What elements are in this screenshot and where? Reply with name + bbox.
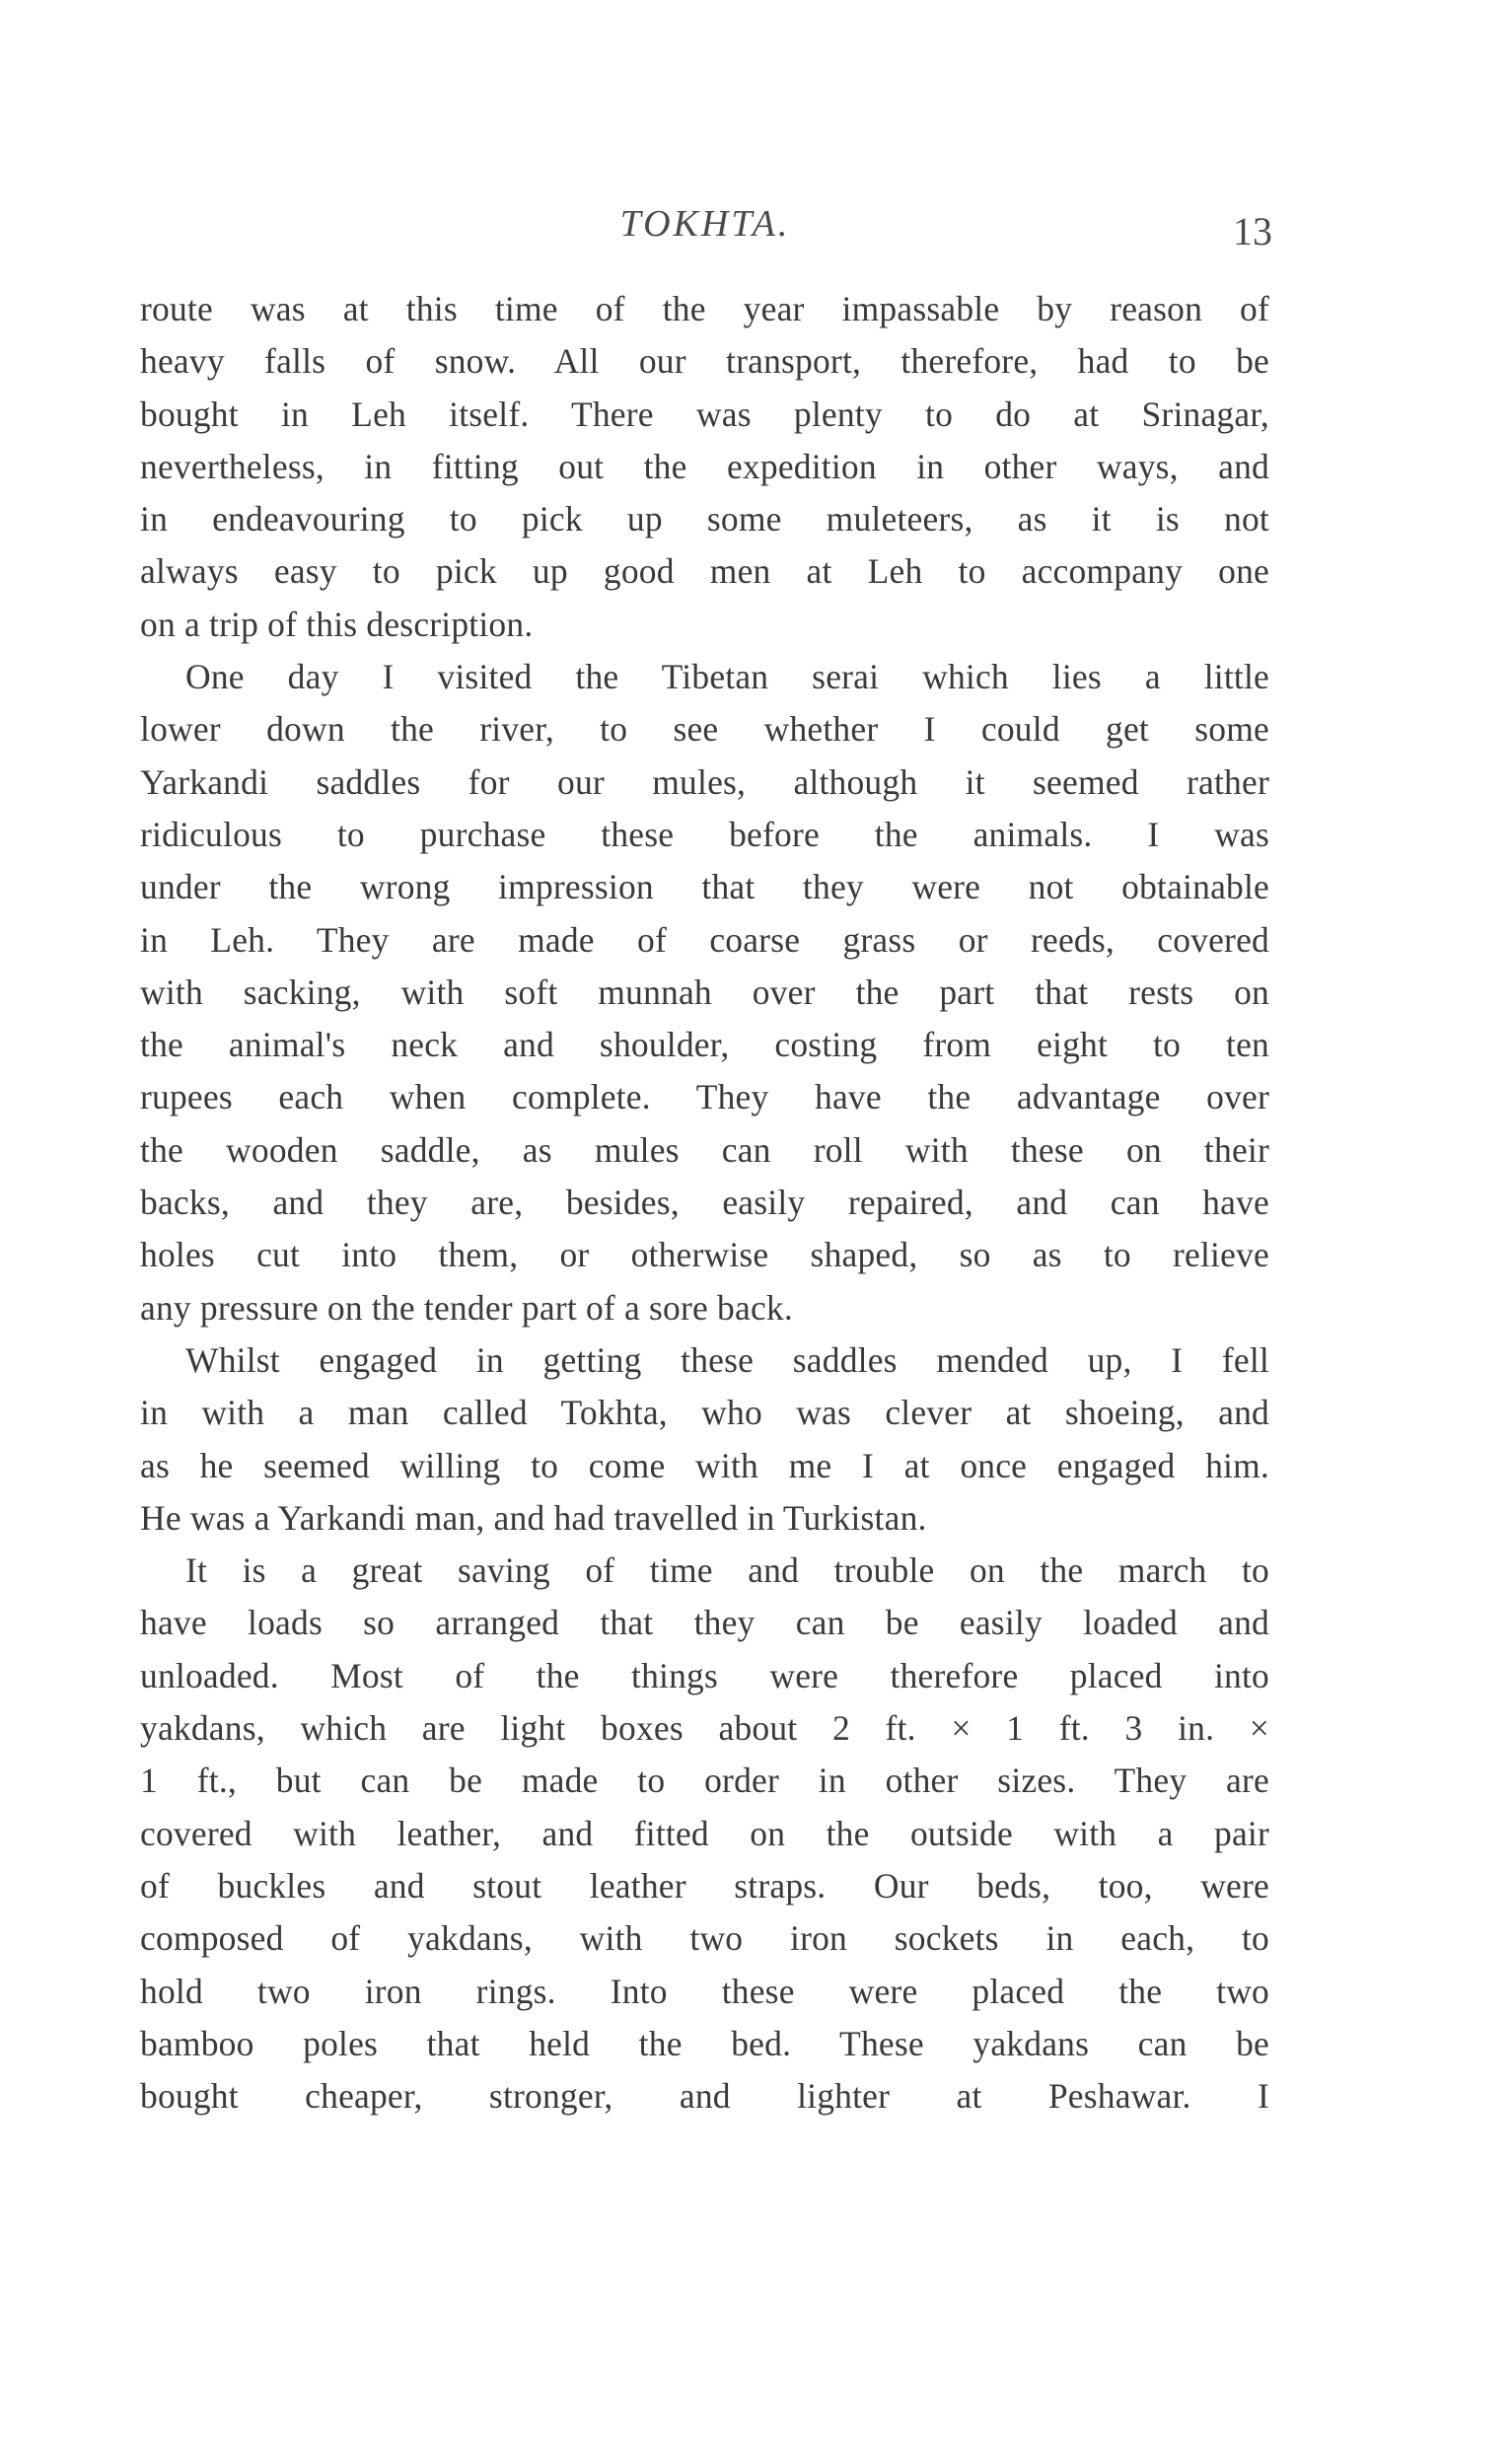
text-line: bought in Leh itself. There was plenty to do at Srinagar,	[140, 394, 1269, 434]
text-line: with sacking, with soft munnah over the part that rests on	[140, 972, 1269, 1012]
text-line: always easy to pick up good men at Leh to accompany one	[140, 551, 1269, 592]
text-line: the animal's neck and shoulder, costing from eight to ten	[140, 1025, 1269, 1065]
text-line: route was at this time of the year impassable by reason of	[140, 289, 1269, 328]
text-line: under the wrong impression that they were not obtainable	[140, 867, 1269, 907]
text-line: have loads so arranged that they can be easily loaded and	[140, 1603, 1269, 1643]
text-line: It is a great saving of time and trouble on the march to	[185, 1550, 1269, 1591]
text-line: heavy falls of snow. All our transport, therefore, had to be	[140, 341, 1269, 382]
text-line: One day I visited the Tibetan serai which lies a little	[185, 657, 1269, 697]
text-line: any pressure on the tender part of a sore back.	[140, 1287, 793, 1328]
text-line: bought cheaper, stronger, and lighter at Peshawar. I	[140, 2076, 1269, 2117]
text-line: on a trip of this description.	[140, 604, 534, 644]
text-line: rupees each when complete. They have the advantage over	[140, 1077, 1269, 1117]
text-line: holes cut into them, or otherwise shaped, so as to relieve	[140, 1235, 1269, 1275]
text-line: unloaded. Most of the things were therefore placed into	[140, 1655, 1269, 1695]
text-line: as he seemed willing to come with me I at once engaged him.	[140, 1445, 1269, 1485]
body-text	[140, 283, 1269, 2123]
page-number: 13	[1233, 209, 1272, 253]
text-line: covered with leather, and fitted on the outside with a pair	[140, 1813, 1269, 1853]
text-line: bamboo poles that held the bed. These yakdans can be	[140, 2023, 1269, 2063]
text-line: of buckles and stout leather straps. Our beds, too, were	[140, 1865, 1269, 1906]
text-line: backs, and they are, besides, easily repaired, and can have	[140, 1183, 1269, 1223]
text-line: in Leh. They are made of coarse grass or reeds, covered	[140, 919, 1269, 960]
text-line: composed of yakdans, with two iron sockets in each, to	[140, 1918, 1269, 1959]
text-line: yakdans, which are light boxes about 2 ft. × 1 ft. 3 in. ×	[140, 1708, 1269, 1749]
text-line: in endeavouring to pick up some muleteers, as it is not	[140, 499, 1269, 540]
text-line: 1 ft., but can be made to order in other sizes. They are	[140, 1761, 1269, 1801]
text-line: Whilst engaged in getting these saddles mended up, I fell	[185, 1339, 1269, 1380]
text-line: He was a Yarkandi man, and had travelled in Turkistan.	[140, 1497, 927, 1538]
text-line: lower down the river, to see whether I could get some	[140, 709, 1269, 750]
text-line: the wooden saddle, as mules can roll with these on their	[140, 1129, 1269, 1170]
text-line: ridiculous to purchase these before the animals. I was	[140, 814, 1269, 854]
text-line: Yarkandi saddles for our mules, although it seemed rather	[140, 761, 1269, 802]
text-line: nevertheless, in fitting out the expedition in other ways, and	[140, 446, 1269, 486]
text-line: hold two iron rings. Into these were placed the two	[140, 1971, 1269, 2011]
text-line: in with a man called Tokhta, who was clever at shoeing, and	[140, 1393, 1269, 1433]
running-title: TOKHTA.	[619, 203, 791, 245]
running-head	[138, 202, 1272, 261]
